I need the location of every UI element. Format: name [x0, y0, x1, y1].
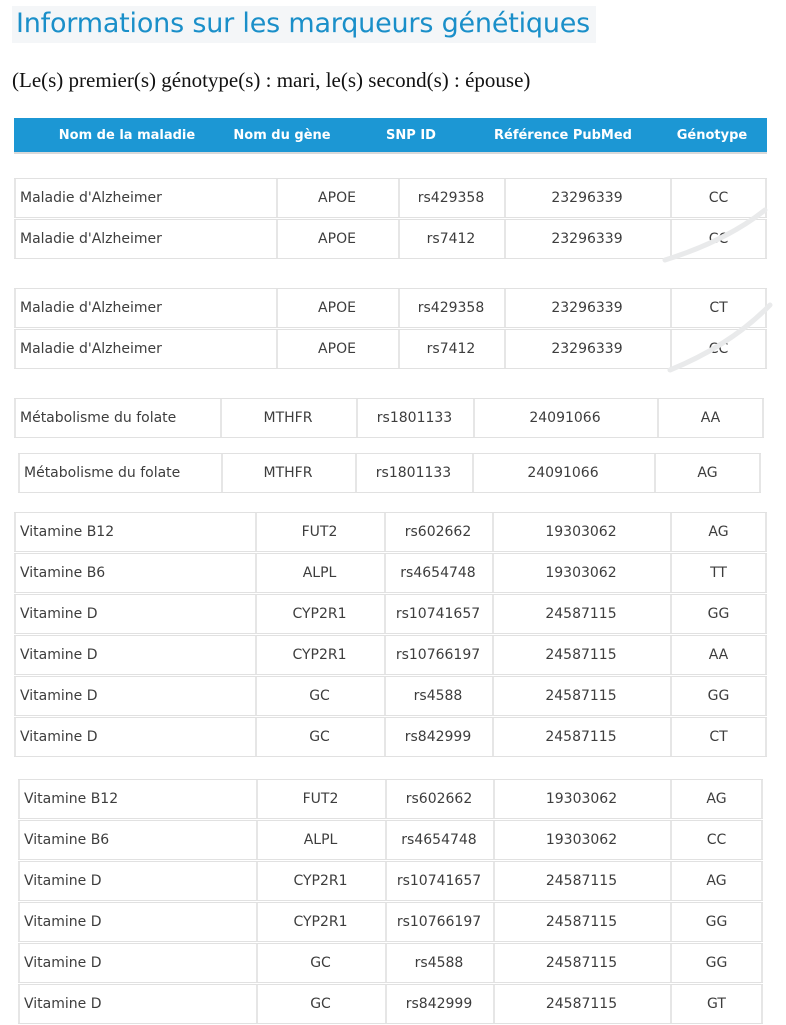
table-row — [14, 329, 767, 369]
disease-name-cell: Vitamine B12 — [20, 524, 115, 540]
pubmed-ref-cell: 24587115 — [545, 688, 617, 704]
pubmed-ref-cell: 24587115 — [545, 914, 618, 930]
gene-name-cell: FUT2 — [302, 791, 339, 807]
snp-id-cell: rs429358 — [417, 300, 485, 316]
pubmed-ref-cell: 19303062 — [545, 791, 618, 807]
pubmed-ref-cell: 23296339 — [551, 300, 623, 316]
snp-id-cell: rs4588 — [413, 688, 463, 704]
snp-id-cell: rs602662 — [404, 524, 472, 540]
pubmed-ref-cell: 24587115 — [545, 647, 617, 663]
disease-name-cell: Vitamine D — [20, 606, 98, 622]
disease-name-cell: Maladie d'Alzheimer — [20, 190, 162, 206]
disease-name-cell: Maladie d'Alzheimer — [20, 231, 162, 247]
table-header — [14, 118, 767, 154]
snp-id-cell: rs10741657 — [395, 606, 481, 622]
disease-name-cell: Vitamine D — [24, 955, 102, 971]
snp-id-cell: rs10766197 — [396, 914, 482, 930]
table-row — [14, 398, 764, 438]
disease-name-cell: Maladie d'Alzheimer — [20, 300, 162, 316]
pubmed-ref-cell: 23296339 — [551, 341, 623, 357]
disease-name-cell: Métabolisme du folate — [20, 410, 177, 426]
disease-name-cell: Vitamine D — [20, 647, 98, 663]
table-group — [18, 779, 763, 1025]
snp-id-cell: rs842999 — [404, 729, 472, 745]
snp-id-cell: rs602662 — [405, 791, 473, 807]
pubmed-ref-cell: 19303062 — [545, 832, 618, 848]
table-row — [18, 779, 763, 819]
snp-id-cell: rs429358 — [417, 190, 485, 206]
gene-name-cell: APOE — [318, 300, 356, 316]
column-header-gene: Nom du gène — [233, 128, 331, 143]
table-row — [18, 453, 761, 493]
snp-id-cell: rs7412 — [426, 231, 476, 247]
column-header-disease: Nom de la maladie — [58, 128, 196, 143]
genotype-cell: CC — [708, 231, 729, 247]
disease-name-cell: Vitamine B6 — [24, 832, 110, 848]
gene-name-cell: CYP2R1 — [292, 647, 347, 663]
gene-name-cell: CYP2R1 — [292, 606, 347, 622]
genotype-cell: AA — [708, 647, 729, 663]
genotype-cell: CT — [709, 300, 728, 316]
genotype-cell: GT — [707, 996, 726, 1012]
pubmed-ref-cell: 24091066 — [527, 465, 599, 481]
disease-name-cell: Vitamine D — [20, 729, 98, 745]
snp-id-cell: rs4654748 — [401, 832, 477, 848]
genotype-cell: AG — [708, 524, 729, 540]
pubmed-ref-cell: 24587115 — [545, 729, 617, 745]
table-row — [14, 635, 767, 675]
genotype-cell: AA — [700, 410, 721, 426]
snp-id-cell: rs1801133 — [376, 410, 453, 426]
page-title: Informations sur les marqueurs génétiques — [12, 6, 596, 43]
disease-name-cell: Vitamine B12 — [24, 791, 119, 807]
disease-name-cell: Vitamine D — [24, 873, 102, 889]
table-row — [18, 902, 763, 942]
genotype-cell: GG — [705, 955, 728, 971]
pubmed-ref-cell: 24587115 — [545, 606, 617, 622]
pubmed-ref-cell: 24587115 — [545, 996, 618, 1012]
gene-name-cell: GC — [310, 955, 331, 971]
snp-id-cell: rs842999 — [405, 996, 473, 1012]
table-row — [18, 820, 763, 860]
genotype-cell: CT — [709, 729, 728, 745]
table-row — [14, 676, 767, 716]
genotype-cell: GG — [705, 914, 728, 930]
page-subtitle: (Le(s) premier(s) génotype(s) : mari, le(s) second(s) : épouse) — [12, 68, 531, 92]
gene-name-cell: MTHFR — [263, 465, 313, 481]
gene-name-cell: APOE — [318, 231, 356, 247]
pubmed-ref-cell: 24587115 — [545, 955, 618, 971]
table-row — [14, 512, 767, 552]
table-row — [18, 943, 763, 983]
disease-name-cell: Vitamine D — [24, 996, 102, 1012]
pubmed-ref-cell: 24091066 — [529, 410, 601, 426]
table-group — [14, 398, 764, 439]
genotype-cell: GG — [707, 688, 730, 704]
column-header-genotype: Génotype — [676, 128, 748, 143]
gene-name-cell: ALPL — [303, 832, 338, 848]
genotype-cell: CC — [706, 832, 727, 848]
table-group — [18, 453, 761, 494]
gene-name-cell: ALPL — [302, 565, 337, 581]
pubmed-ref-cell: 19303062 — [545, 524, 617, 540]
gene-name-cell: CYP2R1 — [293, 873, 348, 889]
snp-id-cell: rs7412 — [426, 341, 476, 357]
gene-name-cell: GC — [309, 688, 330, 704]
genotype-cell: CC — [708, 341, 729, 357]
column-header-snp: SNP ID — [386, 128, 436, 143]
gene-name-cell: APOE — [318, 190, 356, 206]
table-row — [14, 717, 767, 757]
pubmed-ref-cell: 23296339 — [551, 190, 623, 206]
genotype-cell: AG — [706, 873, 727, 889]
snp-id-cell: rs4654748 — [400, 565, 476, 581]
snp-id-cell: rs10766197 — [395, 647, 481, 663]
pubmed-ref-cell: 19303062 — [545, 565, 617, 581]
genotype-cell: AG — [706, 791, 727, 807]
gene-name-cell: APOE — [318, 341, 356, 357]
genotype-cell: AG — [697, 465, 718, 481]
table-row — [14, 553, 767, 593]
gene-name-cell: CYP2R1 — [293, 914, 348, 930]
genotype-cell: GG — [707, 606, 730, 622]
table-row — [14, 288, 767, 328]
gene-name-cell: GC — [309, 729, 330, 745]
gene-name-cell: MTHFR — [263, 410, 313, 426]
table-row — [14, 594, 767, 634]
snp-id-cell: rs4588 — [414, 955, 464, 971]
gene-name-cell: FUT2 — [301, 524, 338, 540]
gene-name-cell: GC — [310, 996, 331, 1012]
genotype-cell: CC — [708, 190, 729, 206]
table-group — [14, 178, 767, 260]
pubmed-ref-cell: 23296339 — [551, 231, 623, 247]
table-row — [14, 219, 767, 259]
disease-name-cell: Vitamine D — [20, 688, 98, 704]
snp-id-cell: rs10741657 — [396, 873, 482, 889]
disease-name-cell: Maladie d'Alzheimer — [20, 341, 162, 357]
disease-name-cell: Vitamine D — [24, 914, 102, 930]
column-header-pubmed: Référence PubMed — [494, 128, 632, 143]
table-row — [14, 178, 767, 218]
pubmed-ref-cell: 24587115 — [545, 873, 618, 889]
table-group — [14, 288, 767, 370]
genotype-cell: TT — [710, 565, 727, 581]
snp-id-cell: rs1801133 — [375, 465, 452, 481]
disease-name-cell: Vitamine B6 — [20, 565, 106, 581]
table-row — [18, 861, 763, 901]
table-row — [18, 984, 763, 1024]
table-group — [14, 512, 767, 758]
disease-name-cell: Métabolisme du folate — [24, 465, 181, 481]
